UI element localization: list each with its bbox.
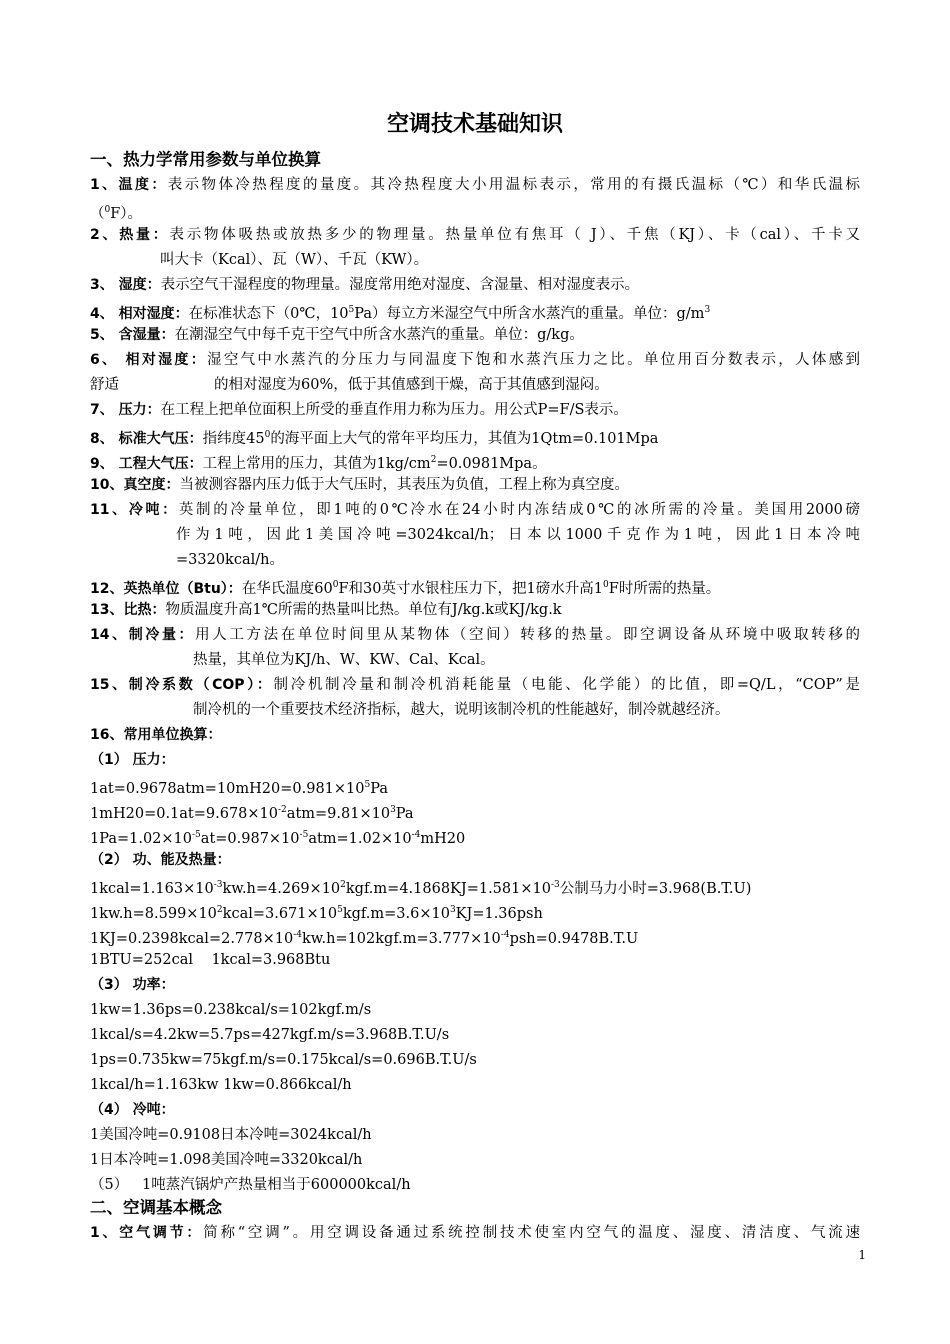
item-3: 3、 湿度：表示空气干湿程度的物理量。湿度常用绝对湿度、含湿量、相对湿度表示。 — [90, 277, 640, 293]
item-13: 13、比热：物质温度升高1℃所需的热量叫比热。单位有J/kg.k或KJ/kg.k — [90, 602, 562, 618]
conv-pressure-heading: （1） 压力： — [90, 752, 175, 768]
page-number: 1 — [858, 1248, 866, 1262]
item-11-line-2: 作为1吨，因此1美国冷吨=3024kcal/h；日本以1000千克作为1吨，因此1日本冷吨 — [176, 527, 860, 543]
item-14-line-1: 14、制冷量：用人工方法在单位时间里从某物体（空间）转移的热量。即空调设备从环境中吸取转移的 — [90, 627, 860, 643]
item-14-line-2: 热量，其单位为KJ/h、W、KW、Cal、Kcal。 — [193, 652, 495, 668]
item-5: 5、 含湿量：在潮湿空气中每千克干空气中所含水蒸汽的重量。单位：g/kg。 — [90, 327, 584, 343]
document-title: 空调技术基础知识 — [386, 112, 563, 137]
item-9: 9、 工程大气压：工程上常用的压力，其值为$1kg/cm^2=0.0981Mpa$。 — [90, 455, 547, 472]
item-1-line-2: （$^0$F）。 — [90, 205, 143, 222]
conv-power-1: 1kw=1.36ps=0.238kcal/s=102kgf.m/s — [90, 1002, 372, 1018]
item-10: 10、真空度：当被测容器内压力低于大气压时，其表压为负值，工程上称为真空度。 — [90, 477, 629, 493]
conv-pressure-3: $1Pa=1.02\times 10^{-5}at=0.987\times 10^{-5}atm=1.02\times 10^{-4}mH20$ — [90, 830, 466, 847]
item-8: 8、 标准大气压：指纬度$45^0$的海平面上大气的常年平均压力，其值为1Qtm=0.101Mpa — [90, 430, 659, 447]
item-13-term: 13、比热： — [90, 602, 166, 618]
conv-power-4: 1kcal/h=1.163kw 1kw=0.866kcal/h — [90, 1077, 352, 1093]
item-1-line-1: 1、温度：表示物体冷热程度的量度。其冷热程度大小用温标表示，常用的有摄氏温标（℃）和华氏温标 — [90, 177, 860, 193]
conv-ton-1: 1美国冷吨=0.9108日本冷吨=3024kcal/h — [90, 1127, 372, 1143]
conv-pressure-1: $1at=0.9678atm=10mH20=0.981\times 10^5Pa$ — [90, 780, 388, 797]
item-11-line-3: =3320kcal/h。 — [176, 552, 284, 568]
item-6-line-1: 6、 相对湿度：湿空气中水蒸汽的分压力与同温度下饱和水蒸汽压力之比。单位用百分数表示，人体感到 — [90, 352, 860, 368]
item-5-term: 5、 含湿量： — [90, 327, 175, 343]
item-10-term: 10、真空度： — [90, 477, 180, 493]
section-heading-1: 一、热力学常用参数与单位换算 — [90, 150, 321, 169]
item-9-term: 9、 工程大气压： — [90, 455, 203, 472]
item-2-line-1: 2、热量：表示物体吸热或放热多少的物理量。热量单位有焦耳（ J）、千焦（KJ）、卡（cal）、千卡又 — [90, 227, 860, 243]
conv-energy-1: $1kcal=1.163\times 10^{-3}kw.h=4.269\times 10^2kgf.m=4.1868KJ=1.581\times 10^{-3}$公制马力小时=3.968(B.T.U) — [90, 880, 752, 897]
item-4-term: 4、 相对湿度： — [90, 305, 189, 322]
item-12-term: 12、英热单位（Btu）： — [90, 580, 242, 597]
item-15-line-2: 制冷机的一个重要技术经济指标，越大，说明该制冷机的性能越好，制冷就越经济。 — [193, 702, 730, 718]
item-6-term: 6、 相对湿度： — [90, 352, 208, 368]
item-2-line-2: 叫大卡（Kcal）、瓦（W）、千瓦（KW）。 — [160, 252, 429, 268]
item-11-line-1: 11、冷吨：英制的冷量单位，即1吨的0℃冷水在24小时内冻结成0℃的冰所需的冷量。美国用2000磅 — [90, 502, 861, 518]
conv-power-heading: （3） 功率： — [90, 977, 175, 993]
item-6-line-2: 舒适 的相对湿度为60%，低于其值感到干燥，高于其值感到湿闷。 — [90, 377, 609, 393]
conv-power-3: 1ps=0.735kw=75kgf.m/s=0.175kcal/s=0.696B.T.U/s — [90, 1052, 477, 1068]
conv-energy-2: $1kw.h=8.599\times 10^2kcal=3.671\times 10^5kgf.m=3.6\times 10^3KJ=1.36psh$ — [90, 905, 543, 922]
conv-pressure-2: $1mH20=0.1at=9.678\times 10^{-2}atm=9.81\times 10^3Pa$ — [90, 805, 414, 822]
section-heading-2: 二、空调基本概念 — [90, 1198, 222, 1217]
item-7-term: 7、 压力： — [90, 402, 161, 418]
item-3-term: 3、 湿度： — [90, 277, 161, 293]
item-16-heading: 16、常用单位换算： — [90, 727, 222, 743]
item-8-term: 8、 标准大气压： — [90, 430, 203, 447]
item-2-term: 2、热量： — [90, 227, 170, 243]
conv-energy-4: 1BTU=252cal 1kcal=3.968Btu — [90, 952, 331, 968]
item-4: 4、 相对湿度：在标准状态下（0℃，$10^5Pa$）每立方米湿空气中所含水蒸汽的重量。单位：$g/m^3$ — [90, 305, 711, 322]
conv-boiler: （5） 1吨蒸汽锅炉产热量相当于600000kcal/h — [90, 1177, 411, 1193]
conv-energy-heading: （2） 功、能及热量： — [90, 852, 231, 868]
item-12: 12、英热单位（Btu）：在华氏温度$60^0F$和30英寸水银柱压力下，把1磅水升高$1^0F$时所需的热量。 — [90, 580, 721, 597]
conv-ton-heading: （4） 冷吨： — [90, 1102, 175, 1118]
item-14-term: 14、制冷量： — [90, 627, 196, 643]
item-15-line-1: 15、制冷系数（COP）：制冷机制冷量和制冷机消耗能量（电能、化学能）的比值，即=Q/L，“COP”是 — [90, 677, 860, 693]
item-15-term: 15、制冷系数（COP）： — [90, 677, 274, 693]
item-1-term: 1、温度： — [90, 177, 168, 193]
conv-energy-3: $1KJ=0.2398kcal=2.778\times 10^{-4}kw.h=102kgf.m=3.777\times 10^{-4}psh=0.9478B.T.U$ — [90, 930, 639, 947]
conv-ton-2: 1日本冷吨=1.098美国冷吨=3320kcal/h — [90, 1152, 363, 1168]
conv-power-2: 1kcal/s=4.2kw=5.7ps=427kgf.m/s=3.968B.T.U/s — [90, 1027, 450, 1043]
item-7: 7、 压力：在工程上把单位面积上所受的垂直作用力称为压力。用公式P=F/S表示。 — [90, 402, 628, 418]
item-11-term: 11、冷吨： — [90, 502, 179, 518]
s2-item-1-term: 1、空气调节： — [90, 1225, 204, 1241]
s2-item-1: 1、空气调节：简称“空调”。用空调设备通过系统控制技术使室内空气的温度、湿度、清洁度、气流速 — [90, 1225, 860, 1241]
